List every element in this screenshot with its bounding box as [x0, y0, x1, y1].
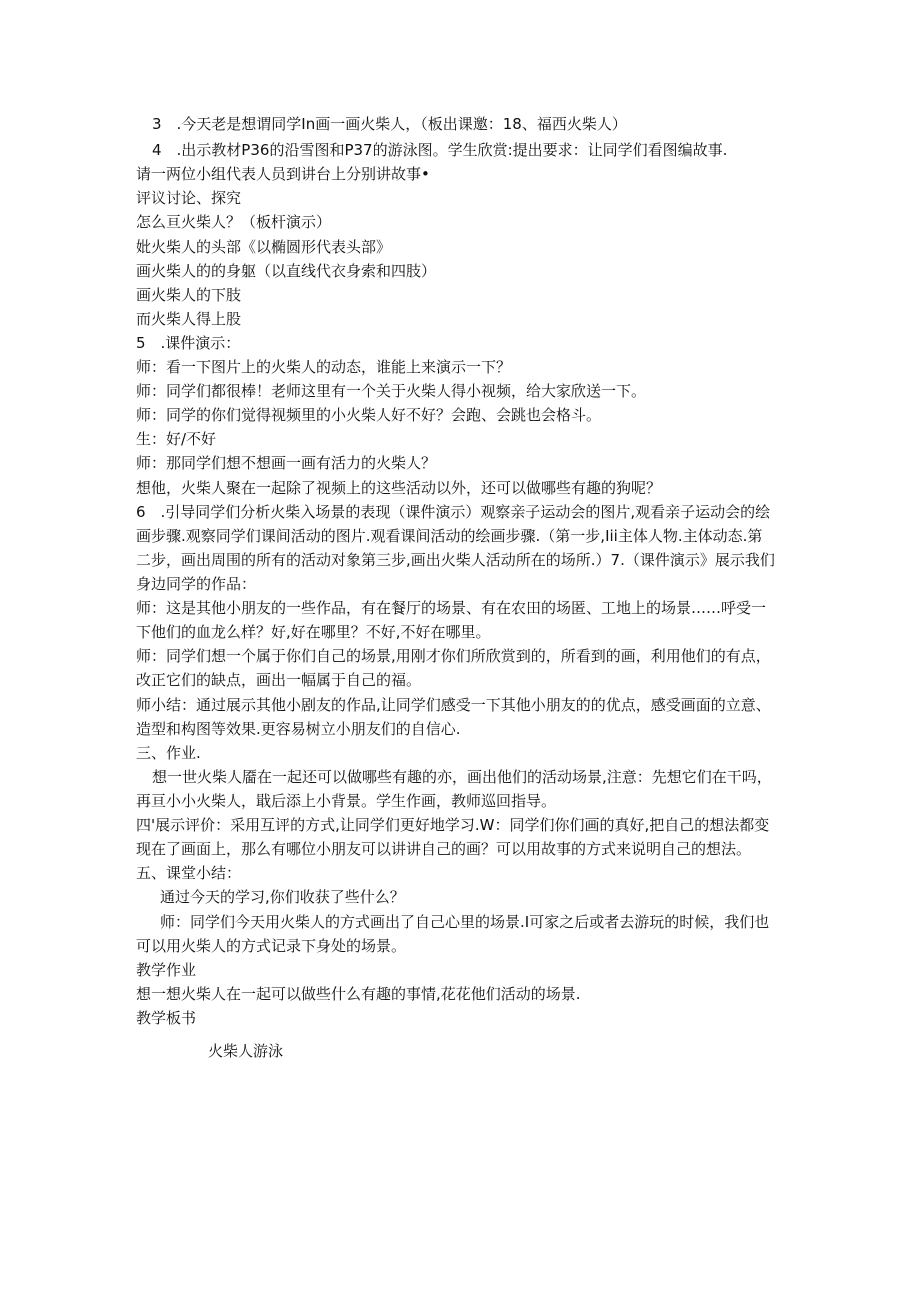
text-line: 想一想火柴人在一起可以做些什么有趣的事情,花花他们活动的场景. — [136, 985, 581, 1003]
text-line: 现在了画面上，那么有哪位小朋友可以讲讲自己的画？可以用故事的方式来说明自己的想法。 — [136, 840, 752, 858]
text-line: 身边同学的作品： — [136, 575, 257, 593]
text-line: 可以用火柴人的方式记录下身处的场景。 — [136, 937, 407, 955]
text-line: 二步，画出周围的所有的活动对象第三步,画出火柴人活动所在的场所.）7.（课件演示》展示我们 — [136, 551, 775, 569]
section-heading-homework: 三、作业. — [136, 744, 201, 762]
section-heading-blackboard: 教学板书 — [136, 1009, 197, 1027]
text-line: 再亘小小火柴人，戢后添上小背景。学生作画，教师巡回指导。 — [136, 792, 557, 810]
text-line-step-6: 6 .引导同学们分析火柴入场景的表现（课件演示）观察亲子运动会的图片,观看亲子运动会的绘 — [136, 503, 771, 521]
text-line: 请一两位小组代表人员到讲台上分别讲故事• — [136, 165, 430, 183]
text-line-step-3: 3 .今天老是想谓同学In画一画火柴人，（板出课邀：18、福西火柴人） — [152, 115, 627, 133]
text-line: 师：同学的你们觉得视频里的小火柴人好不好？会跑、会跳也会格斗。 — [136, 406, 602, 424]
text-line: 想他，火柴人聚在一起除了视频上的这些活动以外，还可以做哪些有趣的狗呢？ — [136, 479, 662, 497]
text-line: 师：这是其他小朋友的一些作品，有在餐厅的场景、有在农田的场匿、工地上的场景……呼受一 — [136, 599, 767, 617]
text-line: 想一世火柴人靥在一起还可以做哪些有趣的亦，画出他们的活动场景,注意：先想它们在干吗， — [152, 768, 772, 786]
text-line-step-5: 5 .课件演示： — [136, 334, 241, 352]
text-line: 师：同学们今天用火柴人的方式画出了自己心里的场景.I可家之后或者去游玩的时候，我们也 — [160, 913, 770, 931]
text-line: 画步骤.观察同学们课间活动的图片.观看课间活动的绘画步骤.（第一步,Iii主体人物.主体动态.第 — [136, 527, 763, 545]
text-line: 而火柴人得上股 — [136, 310, 242, 328]
text-line: 生：好/不好 — [136, 430, 217, 448]
text-line: 造型和构图等效果.更容易树立小朋友们的自信心. — [136, 720, 461, 738]
text-line: 怎么亘火柴人？（板杆演示） — [136, 213, 332, 231]
text-line: 画火柴人的下肢 — [136, 286, 242, 304]
text-line: 师小结：通过展示其他小剧友的作品,让同学们感受一下其他小朋友的的优点，感受画面的立意、 — [136, 696, 771, 714]
text-line: 师：那同学们想不想画一画有活力的火柴人？ — [136, 454, 437, 472]
section-heading-summary: 五、课堂小结： — [136, 864, 242, 882]
text-line: 通过今天的学习,你们收获了些什么？ — [160, 888, 405, 906]
section-heading-discussion: 评议讨论、探究 — [136, 189, 242, 207]
text-line: 四'展示评价：采用互评的方式,让同学们更好地学习.W：同学们你们画的真好,把自己的想法都变 — [136, 816, 770, 834]
text-line-step-4: 4 .出示教材P36的沿雪图和P37的游泳图。学生欣赏:提出要求：让同学们看图编故事. — [152, 141, 728, 159]
text-line: 下他们的血龙么样？好,好在哪里？不好,不好在哪里。 — [136, 623, 491, 641]
text-line: 师：同学们都很棒！老师这里有一个关于火柴人得小视频，给大家欣送一下。 — [136, 382, 647, 400]
text-line: 画火柴人的的身躯（以直线代衣身索和四肢） — [136, 262, 437, 280]
text-line: 师：看一下图片上的火柴人的动态，谁能上来演示一下？ — [136, 358, 512, 376]
text-line: 改正它们的缺点，画出一幅属于自己的福。 — [136, 671, 422, 689]
section-heading-teaching-homework: 教学作业 — [136, 961, 197, 979]
text-line: 妣火柴人的头部《以椭圆形代表头部》 — [136, 238, 392, 256]
blackboard-title: 火柴人游泳 — [208, 1042, 284, 1060]
text-line: 师：同学们想一个属于你们自己的场景,用刚才你们所欣赏到的，所看到的画，利用他们的有点， — [136, 647, 771, 665]
